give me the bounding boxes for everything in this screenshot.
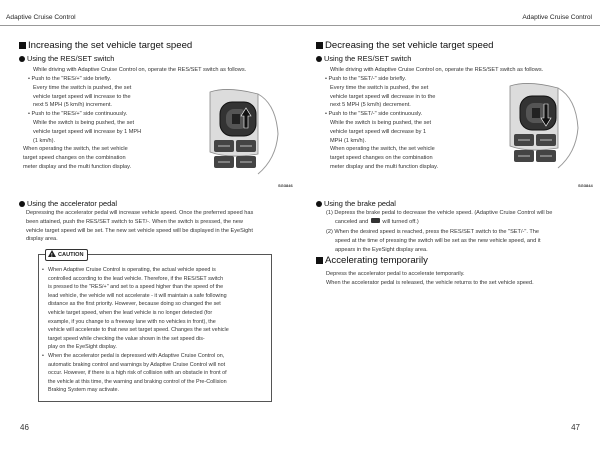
left-bullet2-line: While the switch is being pushed, the set [33, 119, 135, 126]
left-bullet1-line: next 5 MPH (5 km/h) increment. [33, 102, 112, 109]
square-bullet-icon [19, 42, 26, 49]
right-bullet2-line: While the switch is being pushed, the set [330, 119, 432, 126]
left-pedal-line: vehicle target speed will be set. The new set vehicle speed will be displayed in the EyeSight [26, 227, 253, 234]
right-bullet1-line: Every time the switch is pushed, the set [330, 84, 429, 91]
left-pedal-line: Depressing the accelerator pedal will increase vehicle speed. Once the preferred speed has [26, 210, 254, 216]
steering-switch-figure-increase [198, 84, 290, 192]
left-pedal-line: display area. [26, 236, 58, 243]
right-header-rule [300, 25, 600, 26]
right-page-number: 47 [571, 423, 580, 432]
right-figure-id: SG3844 [578, 183, 593, 188]
warning-triangle-icon [48, 250, 56, 257]
left-header-rule [0, 25, 300, 26]
right-sub-brake: Using the brake pedal [316, 199, 396, 208]
right-bullet1-line: next 5 MPH (5 km/h) decrement. [330, 102, 411, 109]
left-bullet1-line: Every time the switch is pushed, the set [33, 84, 132, 91]
dot-bullet-icon [316, 56, 322, 62]
left-section-title: Increasing the set vehicle target speed [19, 40, 192, 51]
cruise-indicator-icon [371, 218, 380, 223]
square-bullet-icon [316, 42, 323, 49]
square-bullet-icon [316, 257, 323, 264]
steering-switch-figure-decrease [498, 78, 590, 186]
left-bullet2-line: vehicle target speed will increase by 1 MPH [33, 128, 142, 135]
right-sub-switch: Using the RES/SET switch [316, 54, 411, 63]
left-bullet1-line: vehicle target speed will increase to the [33, 93, 131, 100]
left-figure-id: SG3846 [278, 183, 293, 188]
right-bullet2-line: vehicle target speed will decrease by 1 [330, 128, 427, 135]
right-section-title: Decreasing the set vehicle target speed [316, 40, 494, 51]
right-after-line: meter display and the multi function display. [330, 163, 439, 170]
dot-bullet-icon [19, 201, 25, 207]
left-after-line: target speed changes on the combination [23, 155, 126, 162]
dot-bullet-icon [316, 201, 322, 207]
right-accel-text: Depress the accelerator pedal to accelerate temporarily. When the accelerator pedal is released, the vehicle returns to the set vehicle speed. [326, 271, 534, 286]
caution-label: !CAUTION [45, 249, 88, 261]
left-sub-switch: Using the RES/SET switch [19, 54, 114, 63]
right-switch-intro: While driving with Adaptive Cruise Control on, operate the RES/SET switch as follows. [330, 67, 544, 73]
right-section2-title: Accelerating temporarily [316, 255, 428, 266]
left-bullet2-line: (1 km/h). [33, 137, 56, 144]
right-bullet1-line: vehicle target speed will decrease in to the [330, 93, 436, 100]
right-page [300, 0, 600, 450]
right-bullet2-line: MPH (1 km/h). [330, 137, 367, 144]
left-after-line: meter display and the multi function display. [23, 163, 132, 170]
dot-bullet-icon [19, 56, 25, 62]
right-brake-step-1: (1) Depress the brake pedal to decrease the vehicle speed. (Adaptive Cruise Control will be canceled and will turned off.) [326, 210, 553, 225]
left-page-number: 46 [20, 423, 29, 432]
right-after-line: target speed changes on the combination [330, 155, 433, 162]
left-bullet1: • Push to the "RES/+" side briefly. Every time the switch is pushed, the set vehicle target speed will increase to the next 5 MPH (5 km/h) increment. • Push to the "RES/+" side continuously. While the switch is being pushed, the set vehicle target speed will increase by 1 MPH (1 km/h). When operating the switch, the set vehicle target speed changes on the combination meter display and the multi function display. [28, 75, 188, 172]
caution-item-1: • When Adaptive Cruise Control is operating, the actual vehicle speed is controlled according to the lead vehicle. Therefore, if the RES/SET switch is pressed to the "RES/+" and set to a speed higher than the speed of the lead vehicle, the vehicle will not accelerate - it will maintain a safe following distance as the first priority. However, because doing so changed the set vehicle target speed, when the lead vehicle is no longer detected (for example, if you change to a freeway lane with no vehicles in front), the vehicle will accelerate to that new set target speed. Changes the set vehicle target speed while checking the value shown in the set speed dis- play on the EyeSight display. • When the accelerator pedal is depressed with Adaptive Cruise Control on, automatic braking control and warnings by Adaptive Cruise Control will not occur. However, if there is a high risk of collision with an obstacle in front of the vehicle at this time, the warning and braking control of the Pre-Collision Braking System may activate. [42, 267, 229, 394]
left-sub-pedal: Using the accelerator pedal [19, 199, 117, 208]
left-pedal-line: been attained, push the RES/SET switch to SET/-. When the switch is pressed, the new [26, 218, 243, 225]
left-after-line: When operating the switch, the set vehicle [23, 146, 128, 153]
right-header-title: Adaptive Cruise Control [522, 14, 592, 21]
left-switch-intro: While driving with Adaptive Cruise Control on, operate the RES/SET switch as follows. [33, 67, 247, 73]
right-bullets: • Push to the "SET/-" side briefly. Every time the switch is pushed, the set vehicle target speed will decrease in to the next 5 MPH (5 km/h) decrement. • Push to the "SET/-" side continuously. While the switch is being pushed, the set vehicle target speed will decrease by 1 MPH (1 km/h). When operating the switch, the set vehicle target speed changes on the combination meter display and the multi function display. [325, 75, 487, 172]
left-pedal-text [26, 209, 284, 244]
right-brake-step-2: (2) When the desired speed is reached, press the RES/SET switch to the "SET/-". The speed at the time of pressing the switch will be set as the new vehicle speed, and it appears in the EyeSight display area. [326, 229, 541, 253]
left-header-title: Adaptive Cruise Control [6, 14, 76, 21]
right-after-line: When operating the switch, the set vehicle [330, 146, 435, 153]
